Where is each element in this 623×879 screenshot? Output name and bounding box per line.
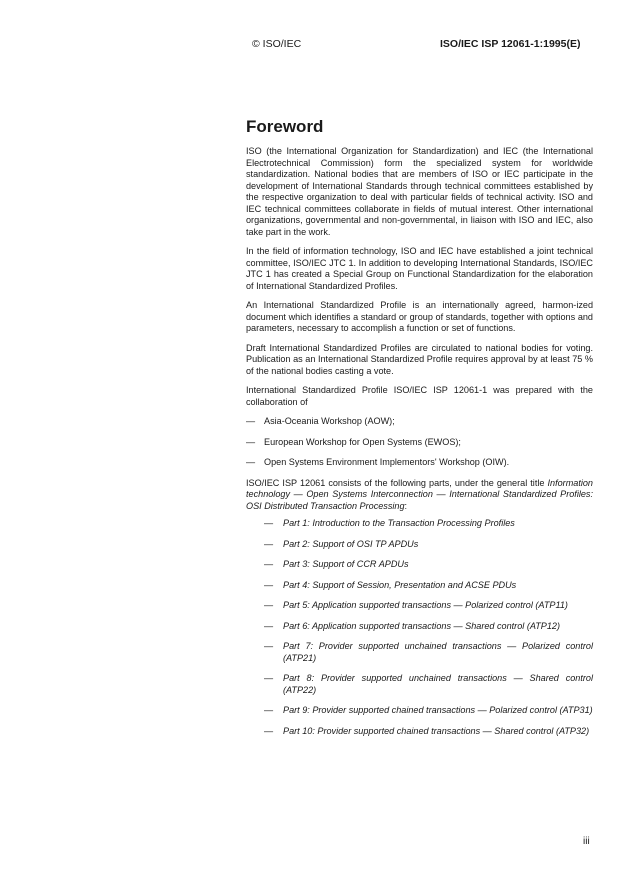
list-item: — Asia-Oceania Workshop (AOW); <box>246 416 593 428</box>
list-item: — Part 3: Support of CCR APDUs <box>246 559 593 571</box>
paragraph: ISO (the International Organization for Standardization) and IEC (the International Electrotechnical Commission) form the specialized system for worldwide standardization. National bodies that are members of ISO or IEC participate in the development of International Standards through technical committees established by the respective organization to deal with particular fields of technical activity. ISO and IEC technical committees collaborate in fields of mutual interest. Other international organizations, governmental and non-governmental, in liaison with ISO and IEC, also take part in the work. <box>246 146 593 237</box>
list-item: — Part 2: Support of OSI TP APDUs <box>246 539 593 551</box>
parts-list <box>246 518 593 737</box>
paragraph: In the field of information technology, ISO and IEC have established a joint technical committee, ISO/IEC JTC 1. In addition to developing International Standards, ISO/IEC JTC 1 has created a Special Group on Functional Standardization for the elaboration of International Standardized Profiles. <box>246 246 593 291</box>
paragraph: Draft International Standardized Profiles are circulated to national bodies for voting. Publication as an International Standardized Profile requires approval by at least 75 % of the national bodies casting a vote. <box>246 342 593 376</box>
page-number: iii <box>583 836 590 847</box>
workshop-list <box>246 416 593 469</box>
list-item: — Part 9: Provider supported chained transactions — Polarized control (ATP31) <box>246 705 593 717</box>
parts-intro <box>246 478 593 513</box>
parts-intro-suffix: : <box>404 500 408 511</box>
page-title: Foreword <box>246 117 324 136</box>
header-standard-id: ISO/IEC ISP 12061-1:1995(E) <box>440 38 581 50</box>
series-title: Information technology — Open Systems Interconnection — International Standardized Profiles: OSI Distributed Transaction Processing <box>246 477 593 511</box>
list-item: — European Workshop for Open Systems (EWOS); <box>246 437 593 449</box>
list-item: — Part 10: Provider supported chained transactions — Shared control (ATP32) <box>246 726 593 738</box>
foreword-body <box>246 146 593 746</box>
paragraph: An International Standardized Profile is an internationally agreed, harmon-ized document which identifies a standard or group of standards, together with options and parameters, necessary to accomplish a function or set of functions. <box>246 300 593 333</box>
list-item: — Open Systems Environment Implementors' Workshop (OIW). <box>246 457 593 469</box>
list-item: — Part 1: Introduction to the Transaction Processing Profiles <box>246 518 593 530</box>
paragraph: International Standardized Profile ISO/IEC ISP 12061-1 was prepared with the collaboration of <box>246 385 593 407</box>
list-item: — Part 7: Provider supported unchained transactions — Polarized control (ATP21) <box>246 641 593 664</box>
parts-intro-prefix: ISO/IEC ISP 12061 consists of the following parts, under the general title <box>246 477 548 488</box>
list-item: — Part 4: Support of Session, Presentation and ACSE PDUs <box>246 580 593 592</box>
header-copyright: © ISO/IEC <box>252 38 302 50</box>
list-item: — Part 5: Application supported transactions — Polarized control (ATP11) <box>246 600 593 612</box>
list-item: — Part 6: Application supported transactions — Shared control (ATP12) <box>246 621 593 633</box>
list-item: — Part 8: Provider supported unchained transactions — Shared control (ATP22) <box>246 673 593 696</box>
